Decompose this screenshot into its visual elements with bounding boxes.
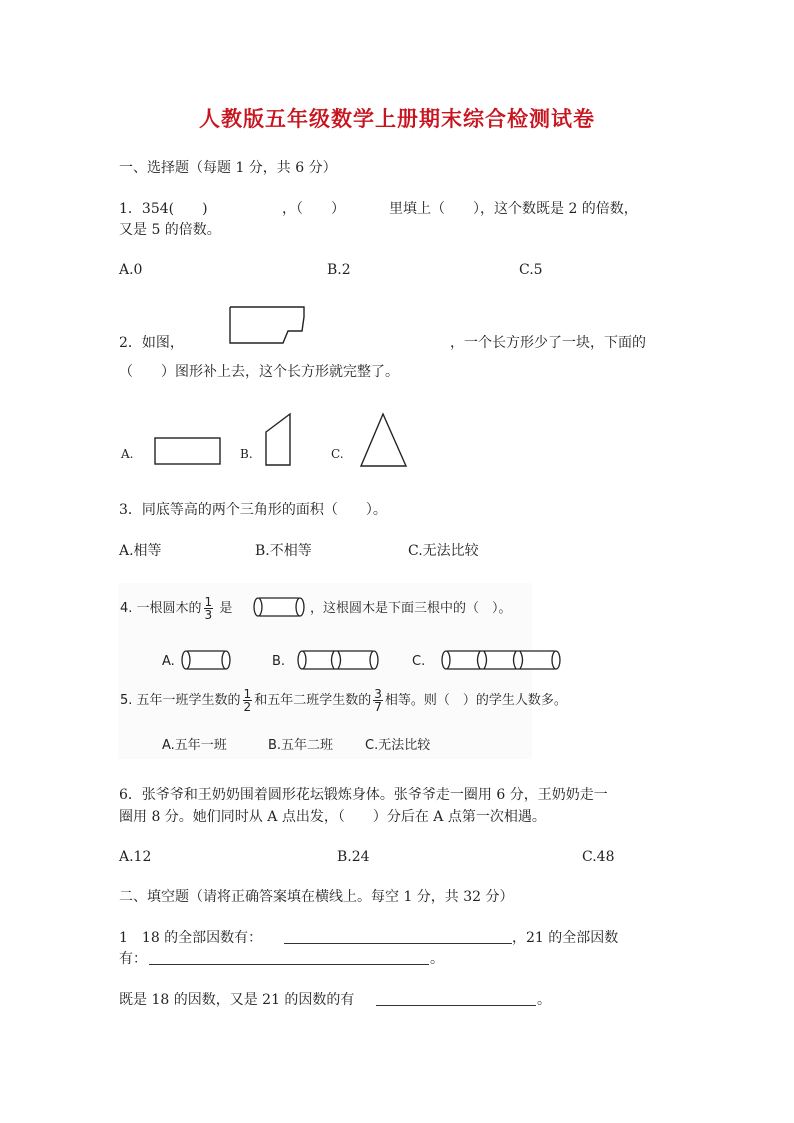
q5-fraction-2: $\frac{3}{7}$ (374, 687, 382, 714)
q2-line2: （ ）图形补上去，这个长方形就完整了。 (119, 364, 399, 380)
q4-mid: 是 (219, 601, 233, 616)
q6-line2: 圈用 8 分。她们同时从 A 点出发，（ ）分后在 A 点第一次相遇。 (119, 809, 546, 825)
q5-prefix: 5. 五年一班学生数的 (120, 693, 241, 708)
q3-option-b: B.不相等 (255, 543, 312, 559)
s2-q1-part1: 1 18 的全部因数有： (119, 930, 263, 946)
q5-option-a: A.五年一班 (162, 738, 227, 753)
q6-option-b: B.24 (337, 849, 370, 865)
q1-option-a: A.0 (119, 262, 143, 278)
q4-option-c-log (440, 649, 562, 671)
q3-text: 3．同底等高的两个三角形的面积（ ）。 (119, 502, 387, 518)
q6-line1: 6．张爷爷和王奶奶围着圆形花坛锻炼身体。张爷爷走一圈用 6 分，王奶奶走一 (119, 787, 608, 803)
q6-option-c: C.48 (582, 849, 615, 865)
q2-option-a-label: A. (121, 447, 134, 461)
q5-fraction-1: $\frac{1}{2}$ (243, 687, 252, 714)
s2-q1-blank-3[interactable] (376, 991, 536, 1006)
q2-option-c-triangle (359, 412, 409, 468)
s2-q1-blank-2[interactable] (149, 950, 429, 965)
q4-option-a-log (180, 649, 232, 671)
q4-log-one-third (252, 596, 308, 618)
q5-option-b: B.五年二班 (268, 738, 334, 753)
section2-heading: 二、填空题（请将正确答案填在横线上。每空 1 分，共 32 分） (119, 889, 514, 905)
q2-option-b-trapezoid (264, 412, 294, 468)
q6-option-a: A.12 (119, 849, 152, 865)
q2-option-b-label: B. (240, 447, 253, 461)
q5-mid: 和五年二班学生数的 (254, 693, 372, 708)
q1-part2: ，（ ） (282, 201, 345, 217)
s2-q1-line3-prefix: 既是 18 的因数，又是 21 的因数的有 (119, 992, 355, 1008)
q2-part2: ，一个长方形少了一块，下面的 (450, 335, 646, 351)
s2-q1-line2-prefix: 有： (119, 951, 147, 967)
q2-option-c-label: C. (331, 447, 344, 461)
page-title: 人教版五年级数学上册期末综合检测试卷 (199, 106, 595, 131)
q2-part1: 2．如图， (119, 335, 184, 351)
q4-line (120, 596, 232, 622)
q1-part3: 里填上（ ），这个数既是 2 的倍数， (389, 201, 638, 217)
q5-line (120, 686, 567, 716)
q4-suffix: ，这根圆木是下面三根中的（ ）。 (310, 601, 512, 616)
q4-option-c-label: C. (412, 654, 426, 669)
s2-q1-blank-1[interactable] (284, 929, 512, 944)
q1-option-c: C.5 (519, 262, 543, 278)
q2-option-a-rectangle (154, 437, 222, 467)
q3-option-a: A.相等 (119, 543, 162, 559)
q4-fraction: $\frac{1}{3}$ (204, 595, 213, 622)
s2-q1-line3-suffix: 。 (537, 992, 551, 1008)
q2-figure-rectangle-missing-corner (228, 305, 308, 347)
q3-option-c: C.无法比较 (408, 543, 479, 559)
q5-suffix: 相等。则（ ）的学生人数多。 (384, 693, 567, 708)
s2-q1-part2: ，21 的全部因数 (512, 930, 619, 946)
q4-option-b-label: B. (272, 654, 286, 669)
q4-prefix: 4. 一根圆木的 (120, 601, 202, 616)
s2-q1-line2-suffix: 。 (430, 951, 444, 967)
q1-part1: 1．354( ) (119, 201, 208, 217)
q4-option-b-log (296, 649, 380, 671)
q1-option-b: B.2 (327, 262, 351, 278)
q1-line2: 又是 5 的倍数。 (119, 222, 221, 238)
q4-option-a-label: A. (162, 654, 175, 669)
section1-heading: 一、选择题（每题 1 分，共 6 分） (119, 160, 337, 176)
q5-option-c: C.无法比较 (365, 738, 431, 753)
